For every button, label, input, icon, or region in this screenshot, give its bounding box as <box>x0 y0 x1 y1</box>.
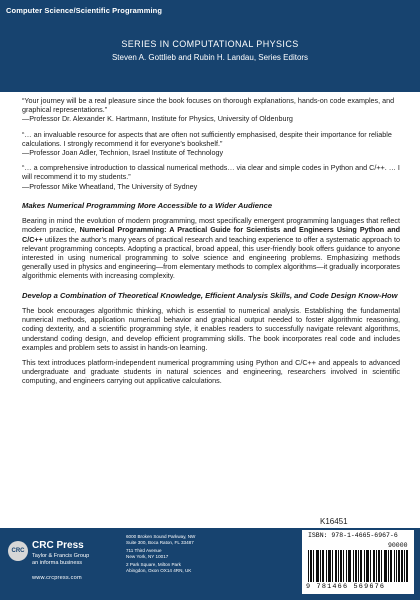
price-code: 90000 <box>388 542 408 549</box>
quote-text: “Your journey will be a real pleasure since the book focuses on thorough explanations, hands-on code examples, and graphical representations.” <box>22 96 395 115</box>
barcode-box <box>302 530 414 594</box>
series-editors: Steven A. Gottlieb and Rubin H. Landau, Series Editors <box>111 53 309 62</box>
book-title: Numerical Programming: A Practical Guide for Scientists and Engineers Using Python and C/C++ <box>22 225 401 244</box>
publisher-addresses <box>126 534 195 577</box>
isbn-text: ISBN: 978-1-4665-6967-6 <box>308 532 398 539</box>
ean-digits: 9 781466 569676 <box>306 583 386 591</box>
cover-text <box>22 96 400 392</box>
crc-logo-icon: CRC <box>8 541 28 561</box>
address-line: 6000 Broken Sound Parkway, NW <box>126 534 196 539</box>
quote-attribution: —Professor Joan Adler, Technion, Israel Institute of Technology <box>22 148 224 158</box>
series-title: SERIES IN COMPUTATIONAL PHYSICS <box>121 39 299 49</box>
header-band <box>0 0 420 92</box>
section-heading-2: Develop a Combination of Theoretical Knowledge, Efficient Analysis Skills, and Code Design Know-How <box>22 290 398 300</box>
endorsement-3 <box>22 163 400 191</box>
quote-attribution: —Professor Mike Wheatland, The University of Sydney <box>22 181 198 191</box>
publisher-name: CRC Press <box>32 540 84 551</box>
description-paragraph-1 <box>22 216 400 280</box>
category-label: Computer Science/Scientific Programming <box>6 6 163 15</box>
section-heading-1: Makes Numerical Programming More Accessible to a Wider Audience <box>22 200 273 210</box>
publisher-website: www.crcpress.com <box>32 575 82 581</box>
endorsement-2 <box>22 130 400 158</box>
address-boca-raton <box>126 534 195 545</box>
quote-text: “… an invaluable resource for aspects that are often not sufficiently emphasised, despite their importance for reliable calculations. I strongly recommend it for everyone’s bookshelf.” <box>22 129 392 148</box>
quote-text: “… a comprehensive introduction to classical numerical methods… via clear and simple codes in Python and C/++. … I will recommend it to my students.” <box>22 163 400 182</box>
publisher-group: Taylor & Francis Group <box>32 553 90 559</box>
address-new-york <box>126 548 195 559</box>
description-paragraph-3: This text introduces platform-independent numerical programming using Python and C/C++ and appeals to advanced undergraduate and graduate students in natural sciences and engineering, researchers involved in scientific computing, and engineers carrying out applicative calculations. <box>22 358 400 386</box>
catalog-number: K16451 <box>320 517 348 526</box>
address-line: 2 Park Square, Milton Park <box>126 562 181 568</box>
paragraph-rest: utilizes the author’s many years of practical research and teaching experience to offer a systematic approach to relevant programming concepts. Adopting a practical, broad appeal, this user-friendly book offers guidance to anyone interested in using numerical programming to solve science and engineering problems. Emphasizing methods generally used in physics and engineering—from elementary methods to complex algorithms—it gradually incorporates algorithmic elements with increasing complexity. <box>22 234 400 281</box>
paragraph-lead: Bearing in mind the evolution of modern programming, most specifically emergent programming languages that reflect modern practice, <box>22 216 400 235</box>
address-line: Abingdon, Oxon OX14 4RN, UK <box>126 567 192 573</box>
endorsement-1 <box>22 96 400 124</box>
address-line: Suite 300, Boca Raton, FL 33487 <box>126 539 194 545</box>
publisher-tagline: an informa business <box>32 560 83 566</box>
barcode-icon <box>308 550 408 582</box>
quote-attribution: —Professor Dr. Alexander K. Hartmann, Institute for Physics, University of Oldenburg <box>22 114 293 124</box>
description-paragraph-2: The book encourages algorithmic thinking, which is essential to numerical analysis. Establishing the fundamental numerical methods, application numerical behavior and graphical output needed to foster algorithmic reasoning, coding dexterity, and a scientific programming style, it enables readers to successfully navigate relevant algorithms, understand coding design, and develop efficient programming skills. The book incorporates real code and includes examples and problem sets to assist in hands-on learning. <box>22 306 400 352</box>
address-abingdon <box>126 562 195 573</box>
address-line: 711 Third Avenue <box>126 548 162 554</box>
address-line: New York, NY 10017 <box>126 553 169 559</box>
